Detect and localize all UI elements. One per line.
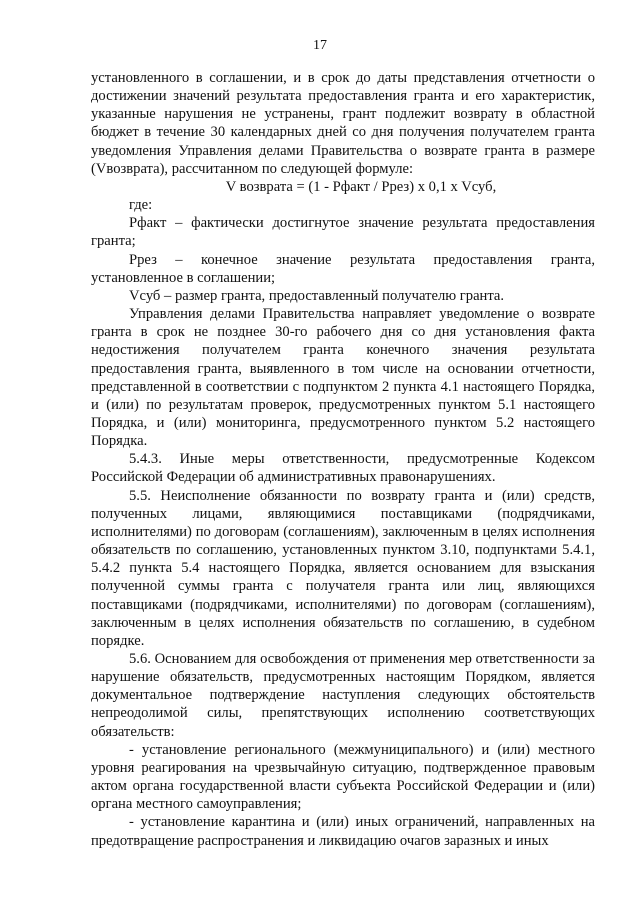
list-item-quarantine: - установление карантина и (или) иных ограничений, направленных на предотвращение распространения и ликвидацию очагов заразных и иных <box>91 814 595 849</box>
paragraph-notification: Управления делами Правительства направляет уведомление о возврате гранта в срок не позднее 30-го рабочего дня со дня установления факта недостижения получателем гранта конечного значения результата предоставления гранта, выявленного в том числе на основании отчетности, представленной в соответствии с подпунктом 2 пункта 4.1 настоящего Порядка, и (или) по результатам проверок, предусмотренных пунктом 5.1 настоящего Порядка, и (или) мониторинга, предусмотренного пунктом 5.2 настоящего Порядка. <box>91 306 595 450</box>
formula-where-label: где: <box>129 197 153 214</box>
paragraph-5-5: 5.5. Неисполнение обязанности по возврату гранта и (или) средств, полученных лицами, являющимися поставщиками (подрядчиками, исполнителями) по договорам (соглашениям), заключенным в целях исполнения обязательств по соглашению, установленных пунктом 3.10, подпунктами 5.4.1, 5.4.2 пункта 5.4 настоящего Порядка, является основанием для взыскания полученной суммы гранта с получателя гранта или лиц, являющихся поставщиками (подрядчиками, исполнителями) по договорам (соглашениям), заключенным в целях исполнения обязательств по соглашению, в судебном порядке. <box>91 487 595 649</box>
definition-vsub: Vсуб – размер гранта, предоставленный получателю гранта. <box>129 287 505 304</box>
definition-rfakt: Рфакт – фактически достигнутое значение результата предоставления гранта; <box>91 215 595 250</box>
document-body <box>91 69 595 850</box>
formula: V возврата = (1 - Рфакт / Ррез) x 0,1 x Vсуб, <box>225 178 497 195</box>
page-number: 17 <box>313 38 327 53</box>
definition-rrez: Ррез – конечное значение результата предоставления гранта, установленное в соглашении; <box>91 251 595 286</box>
paragraph-continuation: установленного в соглашении, и в срок до даты представления отчетности о достижении значений результата предоставления гранта и его характеристик, указанные нарушения не устранены, грант подлежит возврату в областной бюджет в течение 30 календарных дней со дня получения получателем гранта уведомления Управления делами Правительства о возврате гранта в размере (Vвозврата), рассчитанном по следующей формуле: <box>91 70 595 177</box>
list-item-emergency: - установление регионального (межмуниципального) и (или) местного уровня реагирования на чрезвычайную ситуацию, подтвержденное правовым актом органа государственной власти субъекта Российской Федерации и (или) органа местного самоуправления; <box>91 741 595 813</box>
paragraph-5-4-3: 5.4.3. Иные меры ответственности, предусмотренные Кодексом Российской Федерации об административных правонарушениях. <box>91 451 595 486</box>
paragraph-5-6: 5.6. Основанием для освобождения от применения мер ответственности за нарушение обязательств, предусмотренных настоящим Порядком, является документальное подтверждение наступления следующих обстоятельств непреодолимой силы, препятствующих исполнению соответствующих обязательств: <box>91 651 595 740</box>
